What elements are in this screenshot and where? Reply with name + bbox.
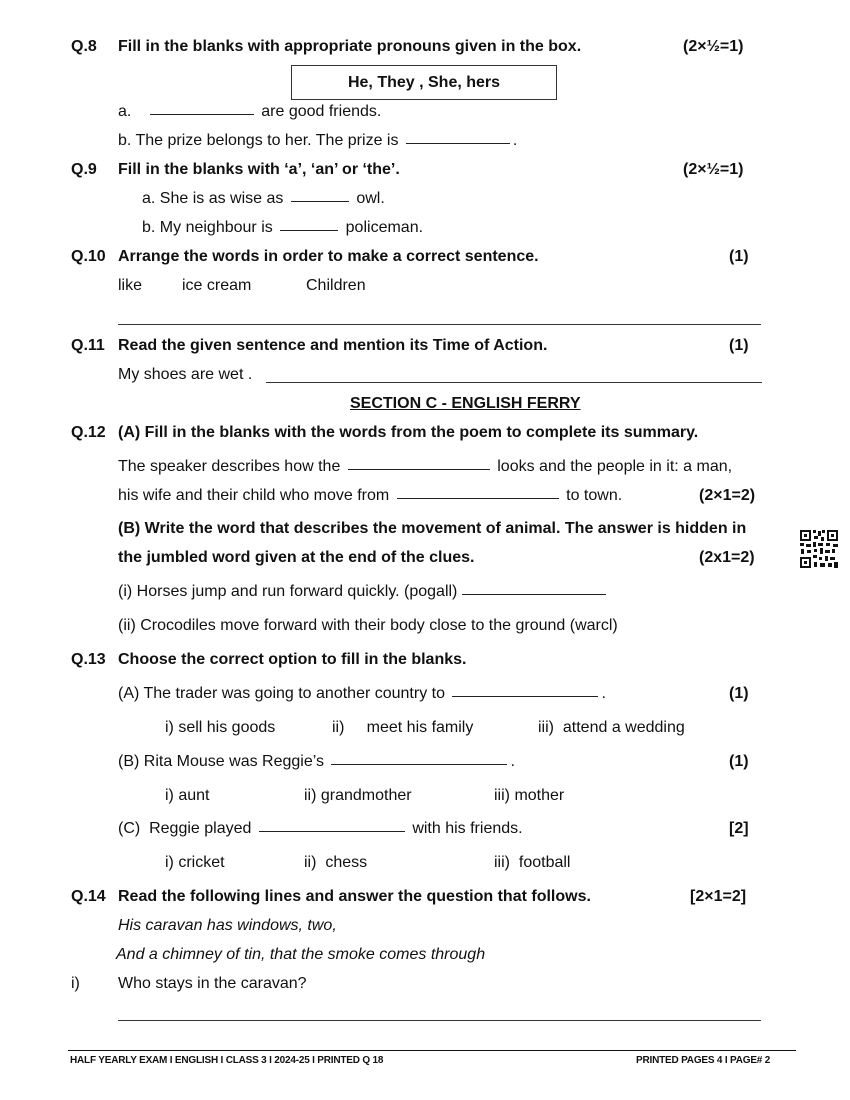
item-label: a. xyxy=(142,190,156,207)
q9-item-a xyxy=(142,190,385,208)
q9-number: Q.9 xyxy=(71,161,97,178)
q10-word-2: ice cream xyxy=(182,277,252,294)
q12b-prompt-line-2: the jumbled word given at the end of the clues. xyxy=(118,549,475,566)
item-before: My neighbour is xyxy=(159,219,273,236)
q14-answer-line[interactable] xyxy=(118,1020,761,1021)
item-label: b. xyxy=(142,219,156,236)
q13-number: Q.13 xyxy=(71,651,106,668)
q13b-option-1[interactable]: i) aunt xyxy=(165,787,210,804)
q8-item-b xyxy=(118,132,517,150)
question-before: (C) Reggie played xyxy=(118,820,252,837)
q13c-option-3[interactable]: iii) football xyxy=(494,854,571,871)
q8a-answer-blank[interactable] xyxy=(150,113,254,115)
line-after: to town. xyxy=(566,487,623,504)
line-before: The speaker describes how the xyxy=(118,458,341,475)
q13b-blank[interactable] xyxy=(331,763,507,765)
q8b-answer-blank[interactable] xyxy=(406,142,510,144)
q12a-marks: (2×1=2) xyxy=(699,487,756,504)
pronoun-word-box-text: He, They , She, hers xyxy=(347,74,501,91)
q11-prompt: Read the given sentence and mention its Time of Action. xyxy=(118,337,548,354)
q12b-marks: (2x1=2) xyxy=(699,549,755,566)
question-after: . xyxy=(601,685,606,702)
footer-left: HALF YEARLY EXAM I ENGLISH I CLASS 3 I 2024-25 I PRINTED Q 18 xyxy=(70,1055,384,1066)
q12a-blank-1[interactable] xyxy=(348,468,490,470)
q12a-line-1 xyxy=(118,458,732,476)
question-before: (A) The trader was going to another country to xyxy=(118,685,445,702)
q14-question-label: i) xyxy=(71,975,80,992)
q14-prompt: Read the following lines and answer the question that follows. xyxy=(118,888,591,905)
item-label: a. xyxy=(118,103,132,120)
q9a-answer-blank[interactable] xyxy=(291,200,349,202)
section-c-title: SECTION C - ENGLISH FERRY xyxy=(350,395,581,412)
item-after: policeman. xyxy=(345,219,424,236)
line-before: his wife and their child who move from xyxy=(118,487,390,504)
q13c-blank[interactable] xyxy=(259,830,405,832)
q13a-marks: (1) xyxy=(729,685,749,702)
q12b-item-1 xyxy=(118,583,609,601)
q9-marks: (2×½=1) xyxy=(683,161,744,178)
q14-poem-line-1: His caravan has windows, two, xyxy=(118,917,337,934)
q14-question: Who stays in the caravan? xyxy=(118,975,307,992)
q13c-option-2[interactable]: ii) chess xyxy=(304,854,368,871)
q13a-option-2[interactable]: ii) meet his family xyxy=(332,719,474,736)
q13b-question xyxy=(118,753,515,771)
question-after: with his friends. xyxy=(412,820,523,837)
q13a-option-1[interactable]: i) sell his goods xyxy=(165,719,276,736)
q12a-line-2 xyxy=(118,487,622,505)
q12-number: Q.12 xyxy=(71,424,106,441)
q10-word-3: Children xyxy=(306,277,366,294)
q13-prompt: Choose the correct option to fill in the blanks. xyxy=(118,651,467,668)
q11-sentence: My shoes are wet . xyxy=(118,366,253,383)
question-before: (B) Rita Mouse was Reggie’s xyxy=(118,753,325,770)
q13c-marks: [2] xyxy=(729,820,749,837)
q9-item-b xyxy=(142,219,423,237)
q10-prompt: Arrange the words in order to make a correct sentence. xyxy=(118,248,539,265)
item-before: The prize belongs to her. The prize is xyxy=(135,132,399,149)
q13b-marks: (1) xyxy=(729,753,749,770)
q10-marks: (1) xyxy=(729,248,749,265)
q12a-blank-2[interactable] xyxy=(397,497,559,499)
q10-answer-line[interactable] xyxy=(118,324,761,325)
q10-word-1: like xyxy=(118,277,143,294)
item-after: owl. xyxy=(356,190,385,207)
q9b-answer-blank[interactable] xyxy=(280,229,338,231)
q14-marks: [2×1=2] xyxy=(690,888,747,905)
q8-number: Q.8 xyxy=(71,38,97,55)
line-after: looks and the people in it: a man, xyxy=(497,458,733,475)
q13b-option-3[interactable]: iii) mother xyxy=(494,787,565,804)
q11-number: Q.11 xyxy=(71,337,105,354)
q10-number: Q.10 xyxy=(71,248,106,265)
q11-answer-line[interactable] xyxy=(266,382,762,383)
q8-marks: (2×½=1) xyxy=(683,38,744,55)
question-after: . xyxy=(510,753,515,770)
q12b-blank-1[interactable] xyxy=(462,593,606,595)
item-label: b. xyxy=(118,132,132,149)
q8-prompt: Fill in the blanks with appropriate pronouns given in the box. xyxy=(118,38,582,55)
qr-code-icon xyxy=(799,529,839,569)
q14-poem-line-2: And a chimney of tin, that the smoke comes through xyxy=(116,946,486,963)
item-after: are good friends. xyxy=(261,103,382,120)
q13a-question xyxy=(118,685,606,703)
pronoun-word-box xyxy=(291,65,557,100)
q12b-prompt-line-1: (B) Write the word that describes the movement of animal. The answer is hidden in xyxy=(118,520,747,537)
q14-number: Q.14 xyxy=(71,888,106,905)
item-after: . xyxy=(512,132,518,149)
q13a-blank[interactable] xyxy=(452,695,598,697)
q13b-option-2[interactable]: ii) grandmother xyxy=(304,787,412,804)
q11-marks: (1) xyxy=(729,337,749,354)
q12a-prompt: (A) Fill in the blanks with the words from the poem to complete its summary. xyxy=(118,424,699,441)
clue-text: (i) Horses jump and run forward quickly. (pogall) xyxy=(118,583,458,600)
q13c-question xyxy=(118,820,523,838)
item-before: She is as wise as xyxy=(159,190,284,207)
q8-item-a xyxy=(118,103,381,121)
q13a-option-3[interactable]: iii) attend a wedding xyxy=(538,719,685,736)
q12b-item-2: (ii) Crocodiles move forward with their body close to the ground (warcl) xyxy=(118,617,618,634)
q9-prompt: Fill in the blanks with ‘a’, ‘an’ or ‘the’. xyxy=(118,161,400,178)
footer-divider xyxy=(68,1050,796,1051)
q13c-option-1[interactable]: i) cricket xyxy=(165,854,225,871)
footer-right: PRINTED PAGES 4 I PAGE# 2 xyxy=(636,1055,771,1066)
